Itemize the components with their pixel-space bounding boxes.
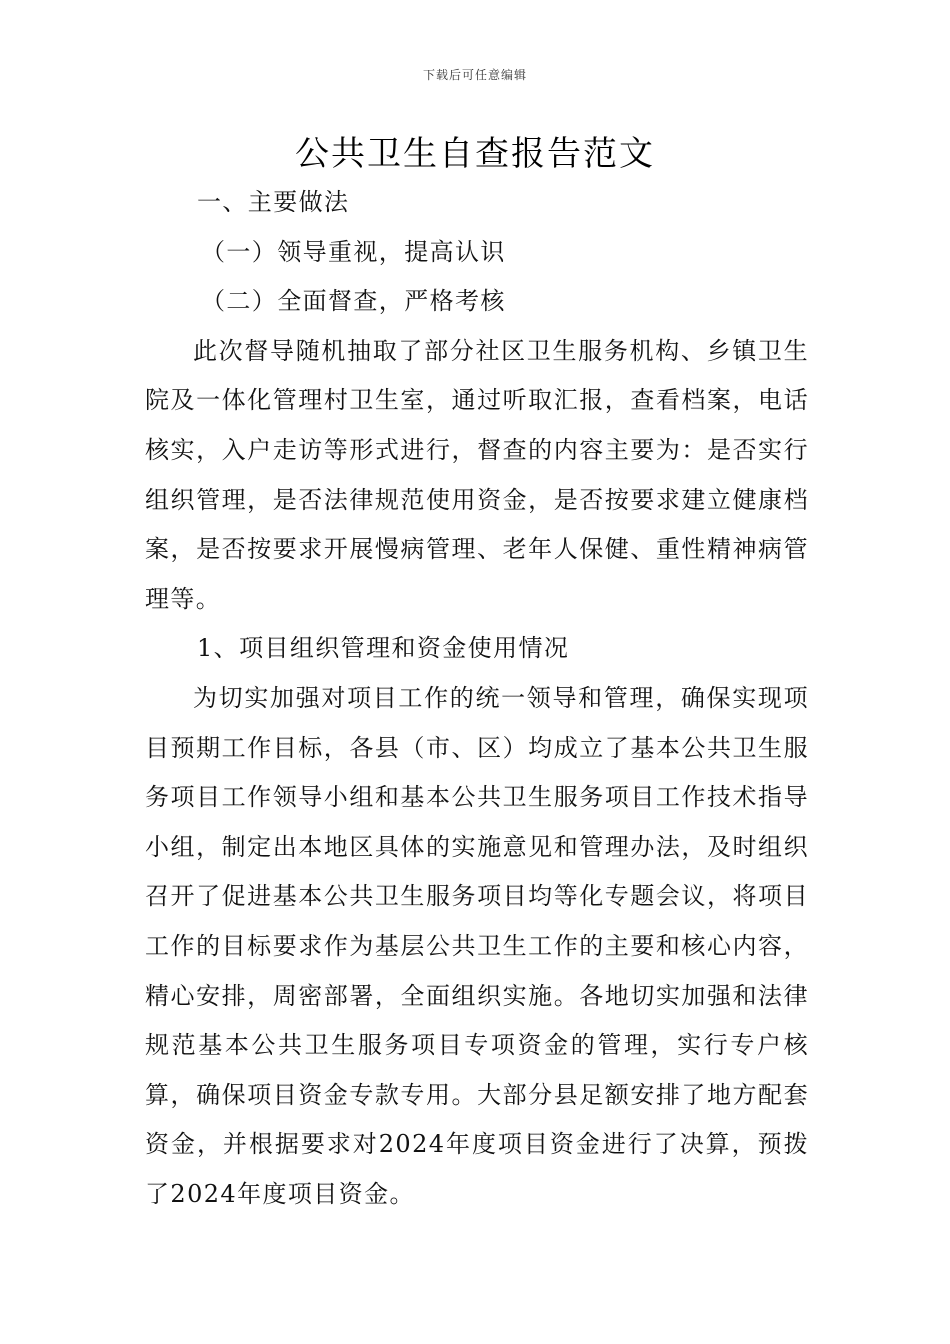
header-note: 下载后可任意编辑: [422, 68, 527, 82]
body-paragraph: 为切实加强对项目工作的统一领导和管理，确保实现项目预期工作目标，各县（市、区）均成立了基本公共卫生服务项目工作领导小组和基本公共卫生服务项目工作技术指导小组，制定出本地区具体的实施意见和管理办法，及时组织召开了促进基本公共卫生服务项目均等化专题会议，将项目工作的目标要求作为基层公共卫生工作的主要和核心内容，精心安排，周密部署，全面组织实施。各地切实加强和法律规范基本公共卫生服务项目专项资金的管理，实行专户核算，确保项目资金专款专用。大部分县足额安排了地方配套资金，并根据要求对2024年度项目资金进行了决算，预拨了2024年度项目资金。: [145, 683, 809, 1208]
document-body: [145, 178, 809, 1219]
body-paragraph: 此次督导随机抽取了部分社区卫生服务机构、乡镇卫生院及一体化管理村卫生室，通过听取汇报，查看档案，电话核实，入户走访等形式进行，督查的内容主要为：是否实行组织管理，是否法律规范使用资金，是否按要求建立健康档案，是否按要求开展慢病管理、老年人保健、重性精神病管理等。: [145, 336, 809, 613]
document-title: 公共卫生自查报告范文: [295, 134, 655, 174]
numbered-item-heading: 1、项目组织管理和资金使用情况: [197, 634, 570, 663]
section-heading: 一、主要做法: [197, 188, 350, 216]
subsection-heading: （二）全面督查，严格考核: [201, 287, 506, 316]
subsection-heading: （一）领导重视，提高认识: [201, 237, 506, 266]
